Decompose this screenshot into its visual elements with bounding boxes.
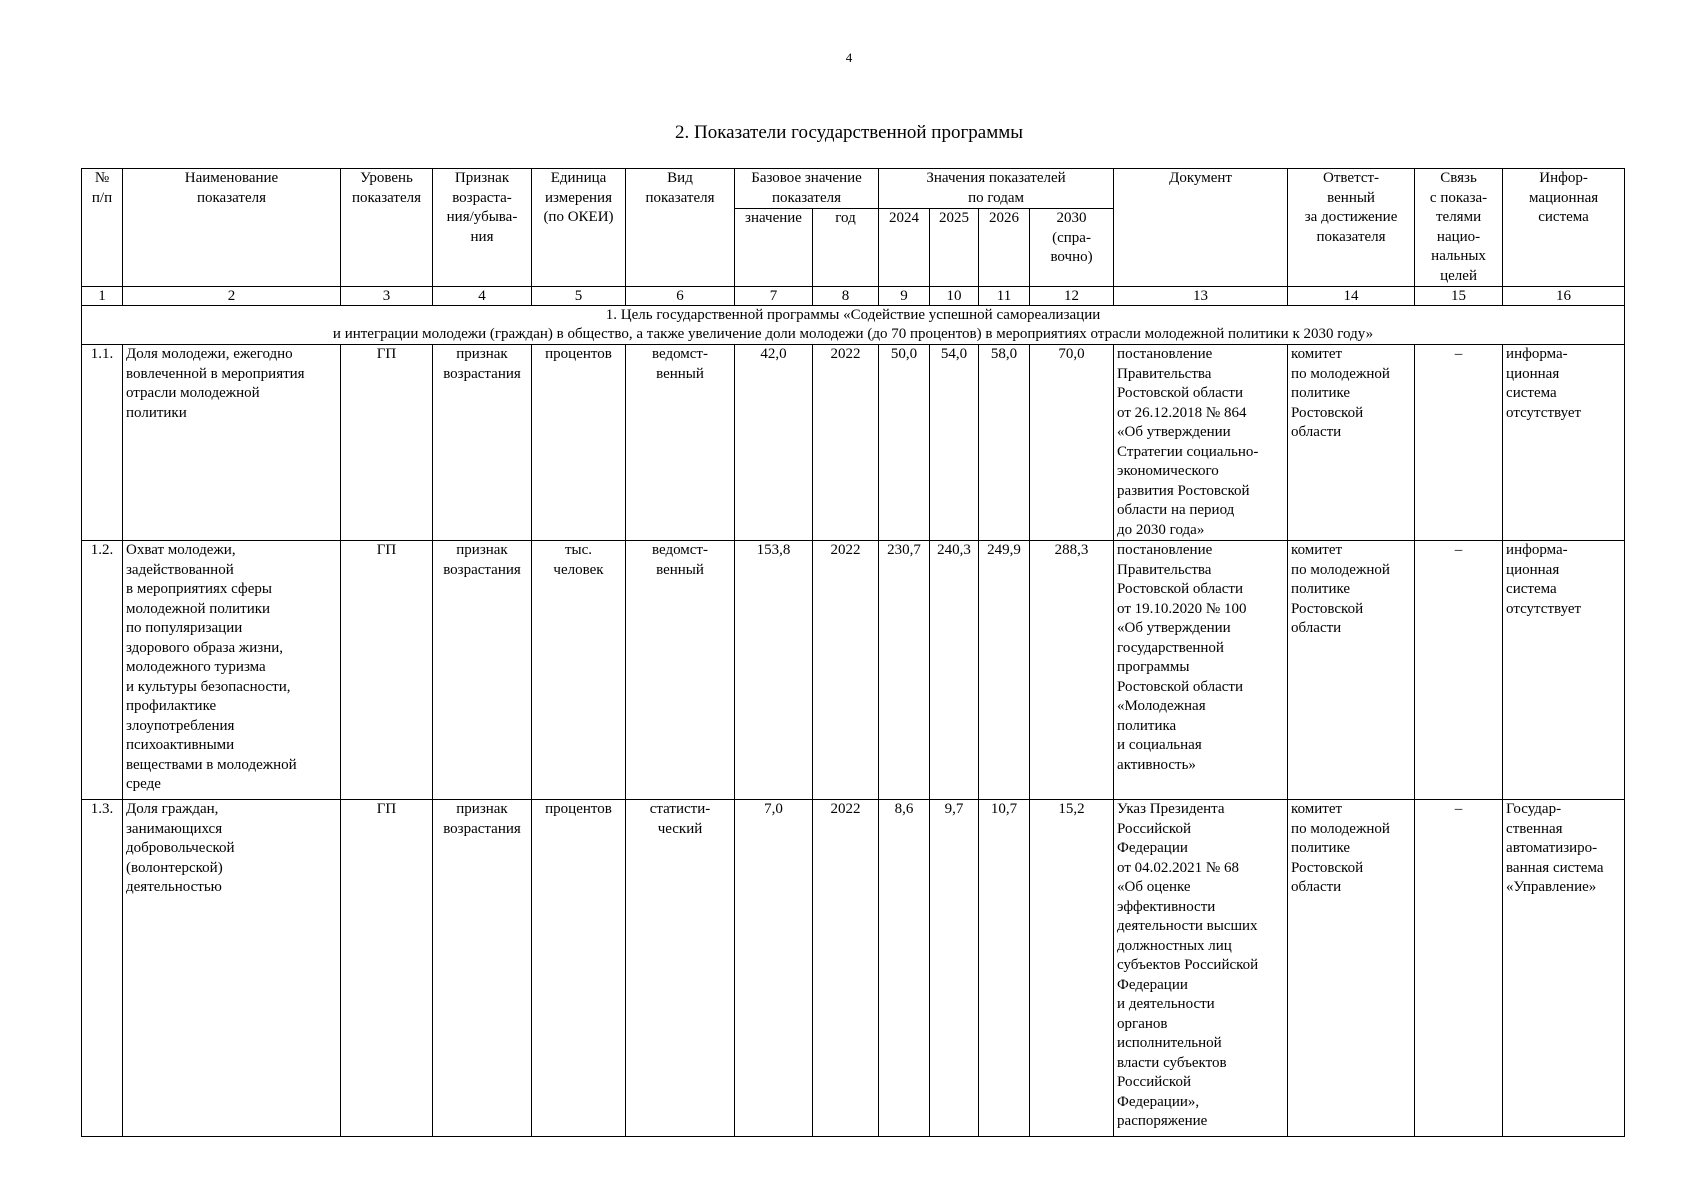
header-line [882, 169, 1110, 208]
value-2030: 15,2 [1030, 800, 1114, 1137]
header-base [735, 169, 879, 209]
text-line: должностных лиц [1117, 937, 1232, 954]
header-kind [626, 169, 735, 287]
text-line: по молодежной [1291, 365, 1390, 382]
text-line: нальных [1431, 248, 1486, 264]
text-line: постановление [1117, 542, 1213, 558]
text-line: молодежной политики [126, 600, 271, 617]
text-line: возрастания [443, 820, 521, 837]
text-line: органов [1117, 1015, 1168, 1032]
base-value: 42,0 [735, 345, 813, 541]
column-number: 10 [930, 287, 979, 306]
text-line: и культуры безопасности, [126, 678, 291, 695]
text-line: политике [1291, 840, 1351, 856]
text-line: показателя [351, 189, 422, 206]
base-value: 7,0 [735, 800, 813, 1137]
text-line: показателя [771, 189, 842, 206]
responsible [1288, 345, 1415, 541]
page-number: 4 [845, 50, 853, 65]
column-number: 5 [532, 287, 626, 306]
text-line: государственной [1117, 639, 1224, 656]
text-line: Значения показателей [926, 170, 1066, 186]
text-line: Охват молодежи, [126, 542, 236, 558]
base-value: 153,8 [735, 541, 813, 800]
text-line: среде [126, 776, 161, 792]
text-line: ведомст- [651, 346, 708, 362]
text-line: Признак [454, 170, 510, 186]
text-line: Ростовской [1291, 600, 1364, 617]
text-line: мационная [1528, 189, 1599, 206]
goal-line [85, 306, 1621, 344]
text-line: по популяризации [126, 620, 243, 636]
text-line: статисти- [649, 801, 711, 817]
column-number: 4 [433, 287, 532, 306]
text-line: Ответст- [1323, 170, 1380, 186]
text-line: (волонтерской) [126, 859, 223, 876]
text-line: задействованной [126, 561, 234, 578]
text-line: венный [656, 365, 704, 382]
table-row [82, 800, 1625, 1137]
text-line: развития Ростовской [1117, 482, 1250, 499]
text-line: веществами в молодежной [126, 756, 297, 773]
indicator-sign [433, 345, 532, 541]
header-2025: 2025 [930, 209, 979, 287]
document [1114, 800, 1288, 1137]
text-line: области [1291, 620, 1342, 636]
text-line: политике [1291, 581, 1351, 597]
text-line: комитет [1291, 801, 1343, 817]
value-2024: 230,7 [879, 541, 930, 800]
text-line: информа- [1506, 346, 1568, 362]
text-line: показателя [1316, 228, 1386, 245]
text-line: эффективности [1117, 898, 1216, 915]
base-year: 2022 [813, 800, 879, 1137]
text-line: ционная [1506, 365, 1560, 382]
header-level [341, 169, 433, 287]
value-2026: 249,9 [979, 541, 1030, 800]
column-number: 2 [123, 287, 341, 306]
text-line: показателя [196, 189, 267, 206]
text-line: Ростовской [1291, 404, 1364, 421]
header-num [82, 169, 123, 287]
text-line: субъектов Российской [1117, 957, 1259, 973]
text-line: целей [1440, 267, 1477, 284]
row-number: 1.3. [82, 800, 123, 1137]
text-line: система [1538, 209, 1589, 225]
text-line: области на период [1117, 502, 1235, 518]
column-number: 3 [341, 287, 433, 306]
column-number: 1 [82, 287, 123, 306]
indicator-sign [433, 541, 532, 800]
text-line: ванная система [1506, 859, 1604, 876]
column-number: 12 [1030, 287, 1114, 306]
text-line: исполнительной [1117, 1035, 1222, 1051]
text-line: «Молодежная [1117, 698, 1206, 714]
text-line: Доля граждан, [126, 801, 219, 817]
text-line: добровольческой [126, 840, 235, 856]
text-line: возрастания [443, 561, 521, 578]
text-line: политике [1291, 385, 1351, 401]
text-line: Федерации», [1117, 1093, 1200, 1110]
value-2025: 240,3 [930, 541, 979, 800]
header-unit [532, 169, 626, 287]
text-line: с показа- [1429, 189, 1488, 206]
text-line: (по ОКЕИ) [543, 209, 614, 225]
value-2026: 10,7 [979, 800, 1030, 1137]
value-2025: 9,7 [930, 800, 979, 1137]
text-line: Федерации [1117, 976, 1188, 993]
text-line: распоряжение [1117, 1113, 1208, 1129]
text-line: человек [553, 561, 604, 578]
text-line: процентов [545, 346, 612, 362]
text-line: Ростовской области [1117, 581, 1244, 597]
text-line: злоупотребления [126, 717, 235, 734]
text-line: Российской [1117, 1074, 1191, 1090]
text-line: деятельности высших [1117, 918, 1258, 934]
text-line: здорового образа жизни, [126, 639, 284, 656]
text-line: ственная [1506, 820, 1563, 837]
indicators-table [81, 168, 1625, 1137]
text-line: ционная [1506, 561, 1560, 578]
text-line: Единица [550, 170, 607, 186]
text-line: Инфор- [1539, 170, 1588, 186]
info-system [1503, 800, 1625, 1137]
text-line: венный [1327, 189, 1375, 206]
text-line: активность» [1117, 756, 1196, 773]
document [1114, 541, 1288, 800]
text-line: «Управление» [1506, 879, 1597, 895]
text-line: процентов [545, 801, 612, 817]
text-line: власти субъектов [1117, 1054, 1227, 1071]
text-line: отсутствует [1506, 404, 1582, 421]
value-2024: 50,0 [879, 345, 930, 541]
text-line: нацио- [1436, 228, 1481, 245]
text-line: Уровень [360, 170, 413, 186]
text-line: телями [1435, 209, 1482, 225]
indicator-name [123, 541, 341, 800]
column-number: 13 [1114, 287, 1288, 306]
indicator-kind [626, 800, 735, 1137]
header-resp [1288, 169, 1415, 287]
text-line: Доля молодежи, ежегодно [126, 346, 293, 362]
text-line: система [1506, 385, 1557, 401]
text-line: «Об утверждении [1117, 620, 1231, 636]
indicator-level: ГП [341, 345, 433, 541]
header-line [126, 169, 337, 208]
header-sign [433, 169, 532, 287]
text-line: Наименование [184, 170, 279, 186]
value-2026: 58,0 [979, 345, 1030, 541]
text-line: информа- [1506, 542, 1568, 558]
header-line [85, 169, 119, 208]
column-number: 16 [1503, 287, 1625, 306]
header-name [123, 169, 341, 287]
text-line: по молодежной [1291, 820, 1390, 837]
value-2030: 288,3 [1030, 541, 1114, 800]
text-line: и интеграции молодежи (граждан) в общество, а также увеличение доли молодежи (до 70 процентов) в мероприятиях отрасли молодежной политики к 2030 году» [332, 326, 1374, 342]
indicator-level: ГП [341, 800, 433, 1137]
text-line: психоактивными [126, 737, 235, 753]
national-goal-link: – [1415, 541, 1503, 800]
table-row [82, 541, 1625, 800]
text-line: Российской [1117, 820, 1191, 837]
text-line: политика [1117, 717, 1177, 734]
text-line: отрасли молодежной [126, 385, 260, 401]
header-info [1503, 169, 1625, 287]
text-line: молодежного туризма [126, 659, 266, 675]
text-line: тыс. [564, 542, 593, 558]
column-number: 15 [1415, 287, 1503, 306]
table-row [82, 345, 1625, 541]
text-line: п/п [91, 189, 113, 206]
text-line: возрастания [443, 365, 521, 382]
column-number: 11 [979, 287, 1030, 306]
text-line: вовлеченной в мероприятия [126, 365, 305, 382]
text-line: деятельностью [126, 879, 222, 895]
header-line [436, 169, 528, 247]
text-line: комитет [1291, 346, 1343, 362]
text-line: Вид [667, 170, 693, 186]
header-line [1506, 169, 1621, 228]
text-line: «Об утверждении [1117, 424, 1231, 440]
base-year: 2022 [813, 345, 879, 541]
header-2026: 2026 [979, 209, 1030, 287]
text-line: ческий [657, 820, 703, 837]
text-line: профилактике [126, 698, 217, 714]
text-line: венный [656, 561, 704, 578]
text-line: экономического [1117, 463, 1219, 479]
value-2030: 70,0 [1030, 345, 1114, 541]
header-2024: 2024 [879, 209, 930, 287]
row-number: 1.1. [82, 345, 123, 541]
text-line: Ростовской области [1117, 678, 1244, 695]
header-line [1291, 169, 1411, 247]
column-number: 8 [813, 287, 879, 306]
text-line: отсутствует [1506, 600, 1582, 617]
text-line: Федерации [1117, 840, 1188, 856]
text-line: признак [456, 346, 508, 362]
header-line [738, 169, 875, 208]
info-system [1503, 345, 1625, 541]
text-line: система [1506, 581, 1557, 597]
national-goal-link: – [1415, 800, 1503, 1137]
header-years [879, 169, 1114, 209]
header-line [1033, 209, 1110, 268]
indicator-level: ГП [341, 541, 433, 800]
national-goal-link: – [1415, 345, 1503, 541]
text-line: Базовое значение [751, 170, 862, 186]
info-system [1503, 541, 1625, 800]
text-line: измерения [544, 189, 612, 206]
text-line: политики [126, 404, 187, 421]
text-line: занимающихся [126, 820, 223, 837]
column-numbers-row [82, 287, 1625, 306]
text-line: по молодежной [1291, 561, 1390, 578]
text-line: ния/убыва- [446, 209, 518, 225]
text-line: Стратегии социально- [1117, 443, 1259, 460]
indicator-name [123, 345, 341, 541]
header-line [535, 169, 622, 228]
text-line: до 2030 года» [1117, 521, 1205, 538]
header-base-value: значение [735, 209, 813, 287]
header-doc: Документ [1114, 169, 1288, 287]
text-line: Правительства [1117, 561, 1212, 578]
indicator-name [123, 800, 341, 1137]
text-line: возраста- [452, 189, 512, 206]
row-number: 1.2. [82, 541, 123, 800]
base-year: 2022 [813, 541, 879, 800]
text-line: постановление [1117, 346, 1213, 362]
text-line: ведомст- [651, 542, 708, 558]
column-number: 6 [626, 287, 735, 306]
header-link [1415, 169, 1503, 287]
text-line: 2030 [1056, 210, 1087, 226]
text-line: 1. Цель государственной программы «Содействие успешной самореализации [605, 307, 1101, 323]
text-line: от 26.12.2018 № 864 [1117, 404, 1247, 421]
header-base-year: год [813, 209, 879, 287]
column-number: 14 [1288, 287, 1415, 306]
text-line: и социальная [1117, 737, 1202, 753]
text-line: № [94, 170, 110, 186]
text-line: (спра- [1052, 229, 1091, 246]
page-title: 2. Показатели государственной программы [674, 122, 1024, 143]
text-line: ния [470, 228, 494, 245]
text-line: в мероприятиях сферы [126, 581, 272, 597]
text-line: Государ- [1506, 801, 1562, 817]
column-number: 9 [879, 287, 930, 306]
text-line: Ростовской области [1117, 385, 1244, 401]
text-line: автоматизиро- [1506, 840, 1598, 856]
header-2030 [1030, 209, 1114, 287]
text-line: «Об оценке [1117, 879, 1191, 895]
text-line: по годам [968, 189, 1024, 206]
text-line: области [1291, 879, 1342, 895]
goal-text [82, 306, 1625, 345]
text-line: от 19.10.2020 № 100 [1117, 600, 1247, 617]
responsible [1288, 800, 1415, 1137]
text-line: признак [456, 801, 508, 817]
text-line: признак [456, 542, 508, 558]
responsible [1288, 541, 1415, 800]
indicator-unit [532, 541, 626, 800]
text-line: Связь [1440, 170, 1477, 186]
indicator-sign [433, 800, 532, 1137]
goal-row [82, 306, 1625, 345]
text-line: вочно) [1050, 249, 1093, 265]
text-line: Правительства [1117, 365, 1212, 382]
text-line: комитет [1291, 542, 1343, 558]
indicator-kind [626, 345, 735, 541]
value-2024: 8,6 [879, 800, 930, 1137]
text-line: от 04.02.2021 № 68 [1117, 859, 1239, 876]
text-line: и деятельности [1117, 996, 1215, 1012]
indicator-unit [532, 800, 626, 1137]
text-line: за достижение [1304, 209, 1398, 225]
column-number: 7 [735, 287, 813, 306]
text-line: области [1291, 424, 1342, 440]
text-line: программы [1117, 659, 1190, 675]
text-line: показателя [645, 189, 715, 206]
indicator-unit [532, 345, 626, 541]
header-line [344, 169, 429, 208]
text-line: Указ Президента [1117, 801, 1225, 817]
text-line: Ростовской [1291, 859, 1364, 876]
document [1114, 345, 1288, 541]
value-2025: 54,0 [930, 345, 979, 541]
header-line [1418, 169, 1499, 286]
header-line [629, 169, 731, 208]
indicator-kind [626, 541, 735, 800]
